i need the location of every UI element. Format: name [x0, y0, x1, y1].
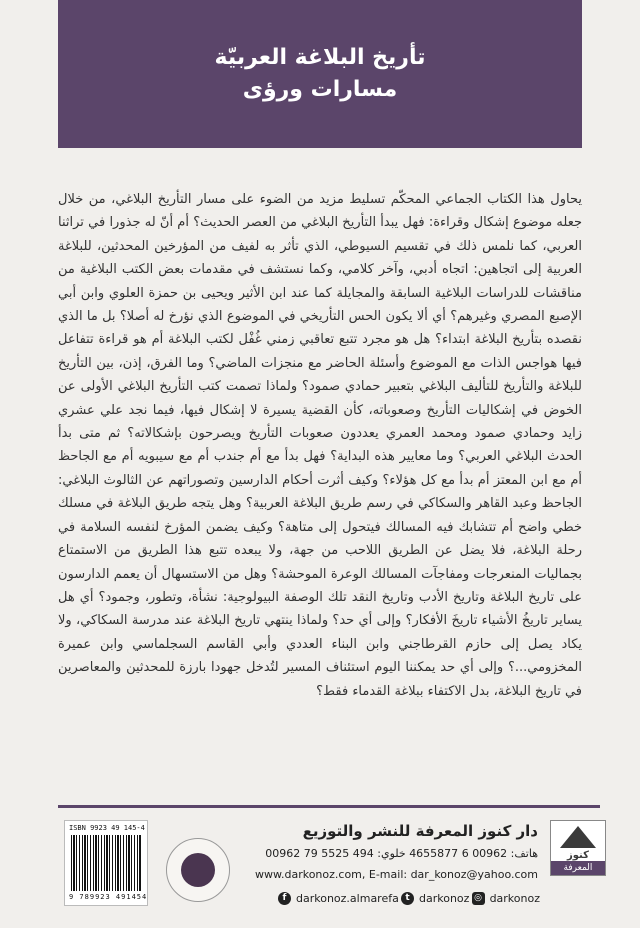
title-box	[58, 0, 582, 148]
book-title: تأريخ البلاغة العربيّة	[214, 45, 426, 71]
twitter-handle: darkonoz	[418, 891, 470, 905]
instagram-icon: ◎	[472, 892, 485, 905]
facebook-icon: f	[278, 892, 291, 905]
logo-band: المعرفة	[551, 861, 605, 875]
social-facebook	[278, 892, 399, 905]
book-subtitle: مسارات ورؤى	[242, 77, 398, 102]
publisher-name: دار كنوز المعرفة للنشر والتوزيع	[302, 822, 538, 840]
logo-text: كنوز	[567, 850, 589, 861]
facebook-handle: darkonoz.almarefa	[296, 891, 399, 905]
back-cover-blurb	[58, 188, 582, 703]
isbn-label: ISBN 9923 49 145-4	[69, 824, 145, 832]
barcode-digits: 9 789923 491454	[69, 893, 148, 901]
blurb-paragraph: يحاول هذا الكتاب الجماعي المحكّم تسليط مزيد من الضوء على مسار التأريخ البلاغي، من خلال جعله موضوع إشكال وقراءة: فهل يبدأ التأريخ البلاغي من العصر الحديث؟ أم أنّ له جذورا في تراثنا العربي، كما نلمس ذلك في تقسيم السيوطي، الذي تأثر به لفيف من المؤرخين المحدثين، للبلاغة العربية إلى اتجاهين: اتجاه أدبي، وآخر كلامي، وكما نستشف في مقدمات بعض الكتب البلاغية من مناقشات للدراسات البلاغية السابقة والمجايلة كما عند ابن الأثير ويحيى بن حمزة العلوي وابن أبي الإصبع المصري وغيرهم؟ أي ألا يكون الحس التأريخي في الموضوع الذي نؤرخ له أصلا؟ بل ما الذي نقصده بتأريخ البلاغة ابتداء؟ هل هو مجرد تتبع تعاقبي زمني غُفْل لكتب البلاغة أم هو قراءة تتفاعل فيها هواجس الذات مع الموضوع وأسئلة الحاضر مع منجزات الماضي؟ وما الفرق، إذن، بين التأريخ للبلاغة والتأريخ للتأليف البلاغي بتعبير حمادي صمود؟ ولماذا تصمت كتب التأريخ البلاغي الأولى عن الخوض في إشكاليات التأريخ وصعوباته، كأن القضية يسيرة لا إشكال فيها، فيما نجد علي عشري زايد وحمادي صمود ومحمد العمري يعددون صعوبات التأريخ ويصرحون بإشكالاته؟ ثم متى بدأ الحدث البلاغي العربي؟ وما معايير هذه البداية؟ فهل بدأ مع أم جندب أم مع سيبويه أم مع الجاحظ أم مع ابن المعتز أم بدأ مع كل هؤلاء؟ وكيف أثرت أحكام الدارسين وتصوراتهم عن الثالوث البلاغي: الجاحظ وعبد القاهر والسكاكي في رسم طريق البلاغة العربية؟ وهل يتجه طريق البلاغة في مسلك خطي واضح أم تتشابك فيه المسالك فيتحول إلى متاهة؟ وكيف يضمن المؤرخ لنفسه السلامة في رحلة البلاغة، فلا يضل عن الطريق اللاحب من جهة، ولا يبعده تتبع هذا الطريق من الاستمتاع بجماليات المنعرجات ومفاجآت المسالك الوعرة الموحشة؟ وهل من الاستسهال أن يعمم الدارسون على تاريخ البلاغة وتاريخ الأدب وتاريخ النقد تلك الوصفة البيولوجية: نشأة، وتطور، وجمود؟ أي هل يساير تاريخُ الأشياء تاريخَ الأفكار؟ وإلى أي حد؟ ولماذا ينتهي تاريخ البلاغة عند مدرسة السكاكي، ولا يكاد يصل إلى حازم القرطاجني وابن البناء العددي وأبي القاسم السجلماسي وابن عميرة المخزومي...؟ وإلى أي حد يمكننا اليوم استئناف المسير لتُدخل جهودا بارزة للمحدثين والمعاصرين في تاريخ البلاغة، بدل الاكتفاء ببلاغة القدماء فقط؟	[58, 192, 582, 699]
cover-designer-seal	[166, 838, 230, 902]
designer-seal-icon	[181, 853, 215, 887]
publisher-web-email: www.darkonoz.com, E-mail: dar_konoz@yahoo.com	[255, 868, 538, 881]
footer-divider	[58, 805, 600, 808]
barcode-bars	[71, 835, 141, 891]
logo-mark-icon	[560, 826, 596, 848]
instagram-handle: darkonoz	[489, 891, 540, 905]
social-links	[278, 889, 540, 907]
barcode	[64, 820, 148, 906]
social-instagram	[472, 892, 540, 905]
twitter-icon: t	[401, 892, 414, 905]
publisher-phones: هاتف: 00962 6 4655877 خلوي: 494 5525 79 00962	[265, 847, 538, 860]
social-twitter	[401, 892, 469, 905]
publisher-logo	[550, 820, 606, 876]
